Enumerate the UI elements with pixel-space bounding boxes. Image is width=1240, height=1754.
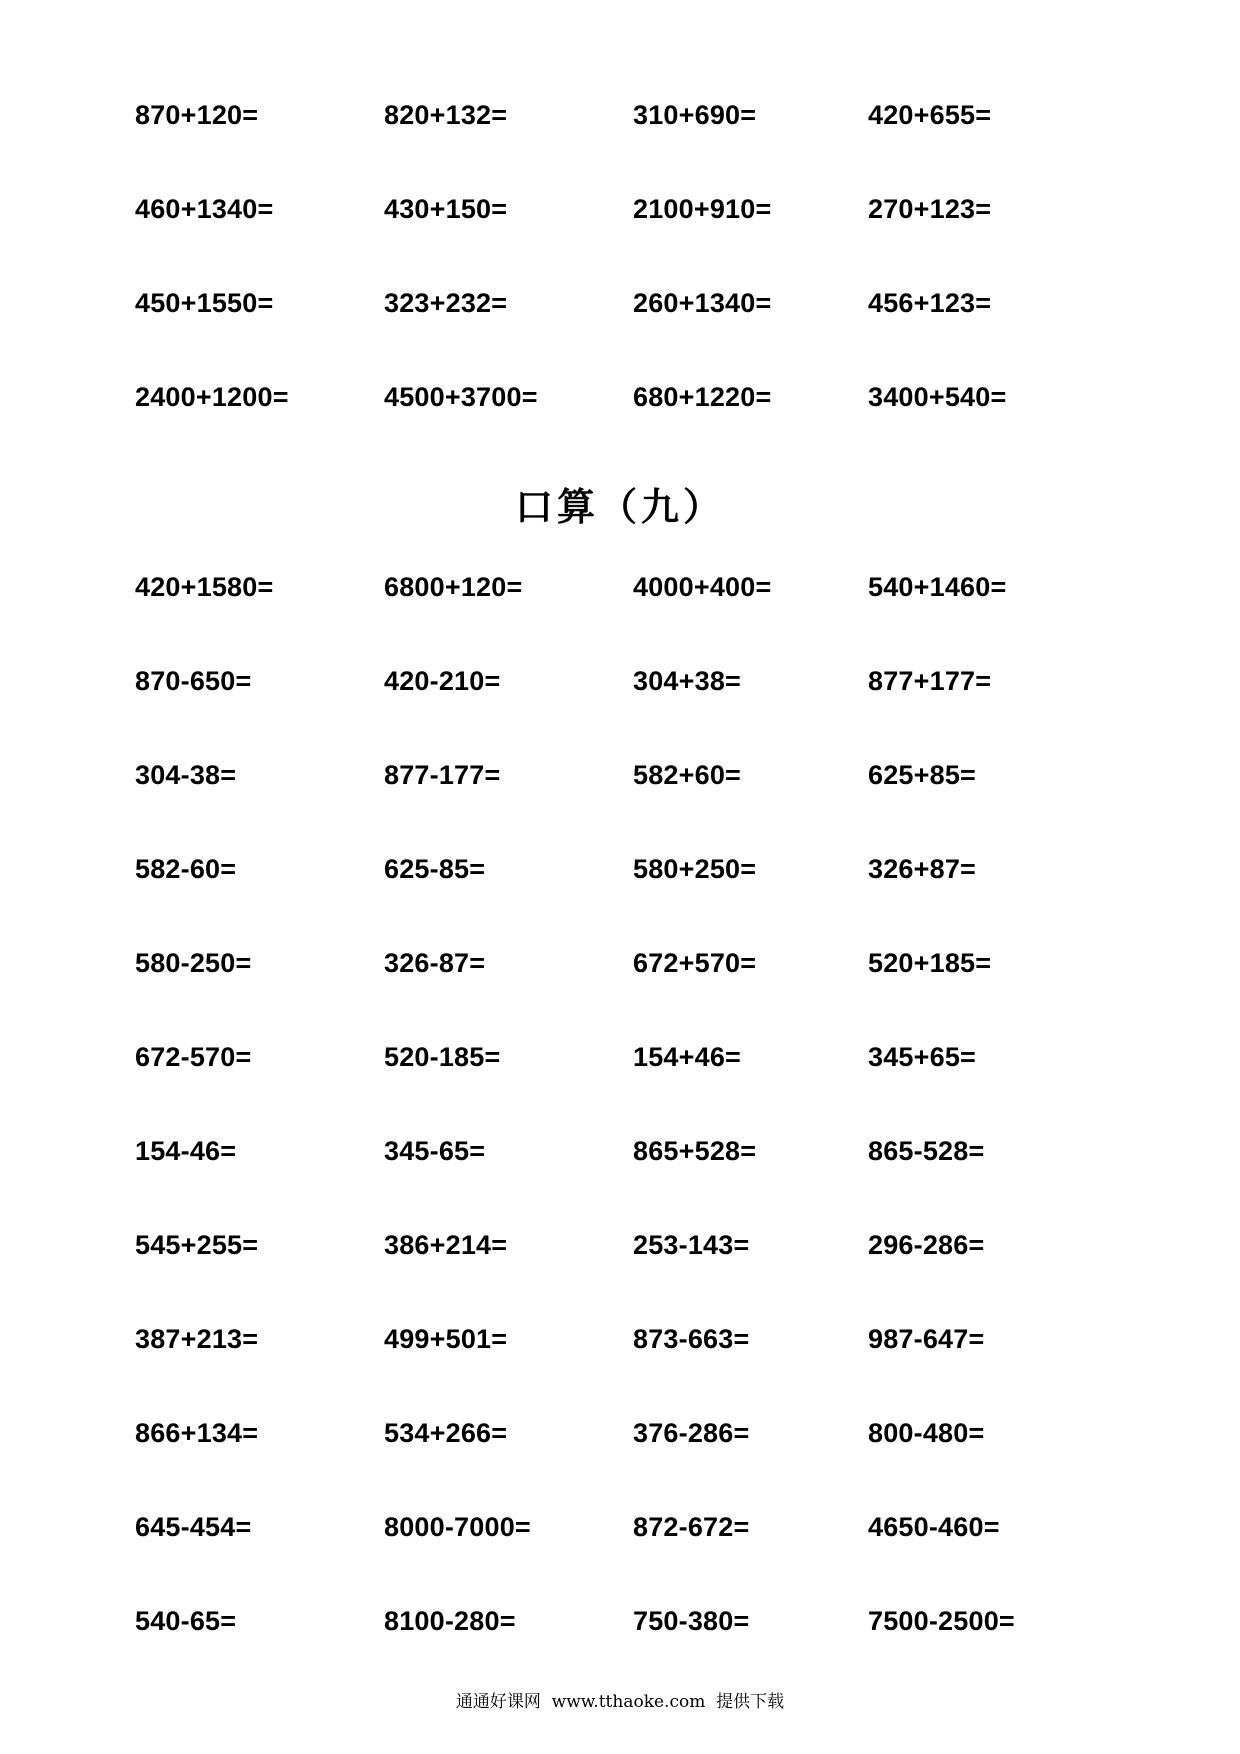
arithmetic-problem: 520-185= [384,1042,501,1072]
problem-row [0,1037,1240,1131]
arithmetic-problem: 420+655= [868,100,992,130]
problem-row [0,849,1240,943]
arithmetic-problem: 987-647= [868,1324,985,1354]
arithmetic-problem: 499+501= [384,1324,508,1354]
arithmetic-problem: 456+123= [868,288,992,318]
arithmetic-problem: 4650-460= [868,1512,1000,1542]
arithmetic-problem: 460+1340= [135,194,274,224]
arithmetic-problem: 873-663= [633,1324,750,1354]
problem-row [0,1507,1240,1601]
arithmetic-problem: 8100-280= [384,1606,516,1636]
main-problem-block [0,567,1240,1695]
arithmetic-problem: 4000+400= [633,572,772,602]
arithmetic-problem: 4500+3700= [384,382,538,412]
arithmetic-problem: 545+255= [135,1230,259,1260]
arithmetic-problem: 450+1550= [135,288,274,318]
arithmetic-problem: 253-143= [633,1230,750,1260]
section-title: 口算（九） [514,484,725,529]
arithmetic-problem: 345-65= [384,1136,486,1166]
arithmetic-problem: 580-250= [135,948,252,978]
problem-row [0,755,1240,849]
arithmetic-problem: 877+177= [868,666,992,696]
arithmetic-problem: 877-177= [384,760,501,790]
arithmetic-problem: 2400+1200= [135,382,289,412]
footer-credit: 通通好课网 www.tthaoke.com 提供下载 [455,1692,785,1712]
arithmetic-problem: 6800+120= [384,572,523,602]
problem-row [0,1413,1240,1507]
arithmetic-problem: 645-454= [135,1512,252,1542]
problem-row [0,283,1240,377]
arithmetic-problem: 680+1220= [633,382,772,412]
problem-row [0,661,1240,755]
arithmetic-problem: 326-87= [384,948,486,978]
problem-row [0,943,1240,1037]
arithmetic-problem: 304+38= [633,666,742,696]
arithmetic-problem: 304-38= [135,760,237,790]
arithmetic-problem: 154+46= [633,1042,742,1072]
arithmetic-problem: 520+185= [868,948,992,978]
arithmetic-problem: 8000-7000= [384,1512,531,1542]
arithmetic-problem: 154-46= [135,1136,237,1166]
arithmetic-problem: 865-528= [868,1136,985,1166]
arithmetic-problem: 323+232= [384,288,508,318]
arithmetic-problem: 580+250= [633,854,757,884]
arithmetic-problem: 376-286= [633,1418,750,1448]
arithmetic-problem: 820+132= [384,100,508,130]
arithmetic-problem: 865+528= [633,1136,757,1166]
problem-row [0,1225,1240,1319]
arithmetic-problem: 387+213= [135,1324,259,1354]
arithmetic-problem: 534+266= [384,1418,508,1448]
arithmetic-problem: 345+65= [868,1042,977,1072]
arithmetic-problem: 800-480= [868,1418,985,1448]
problem-row [0,1601,1240,1695]
arithmetic-problem: 582+60= [633,760,742,790]
problem-row [0,377,1240,471]
arithmetic-problem: 625-85= [384,854,486,884]
problem-row [0,1131,1240,1225]
arithmetic-problem: 866+134= [135,1418,259,1448]
arithmetic-problem: 672+570= [633,948,757,978]
arithmetic-problem: 326+87= [868,854,977,884]
arithmetic-problem: 3400+540= [868,382,1007,412]
arithmetic-problem: 750-380= [633,1606,750,1636]
arithmetic-problem: 582-60= [135,854,237,884]
arithmetic-problem: 430+150= [384,194,508,224]
arithmetic-problem: 386+214= [384,1230,508,1260]
arithmetic-problem: 540-65= [135,1606,237,1636]
arithmetic-problem: 2100+910= [633,194,772,224]
arithmetic-problem: 260+1340= [633,288,772,318]
arithmetic-problem: 672-570= [135,1042,252,1072]
arithmetic-problem: 7500-2500= [868,1606,1015,1636]
problem-row [0,1319,1240,1413]
problem-row [0,189,1240,283]
arithmetic-problem: 420-210= [384,666,501,696]
arithmetic-problem: 870+120= [135,100,259,130]
top-problem-block [0,95,1240,471]
problem-row [0,95,1240,189]
arithmetic-problem: 420+1580= [135,572,274,602]
arithmetic-problem: 310+690= [633,100,757,130]
arithmetic-problem: 270+123= [868,194,992,224]
problem-row [0,567,1240,661]
arithmetic-problem: 870-650= [135,666,252,696]
arithmetic-problem: 625+85= [868,760,977,790]
arithmetic-problem: 296-286= [868,1230,985,1260]
arithmetic-problem: 540+1460= [868,572,1007,602]
arithmetic-problem: 872-672= [633,1512,750,1542]
